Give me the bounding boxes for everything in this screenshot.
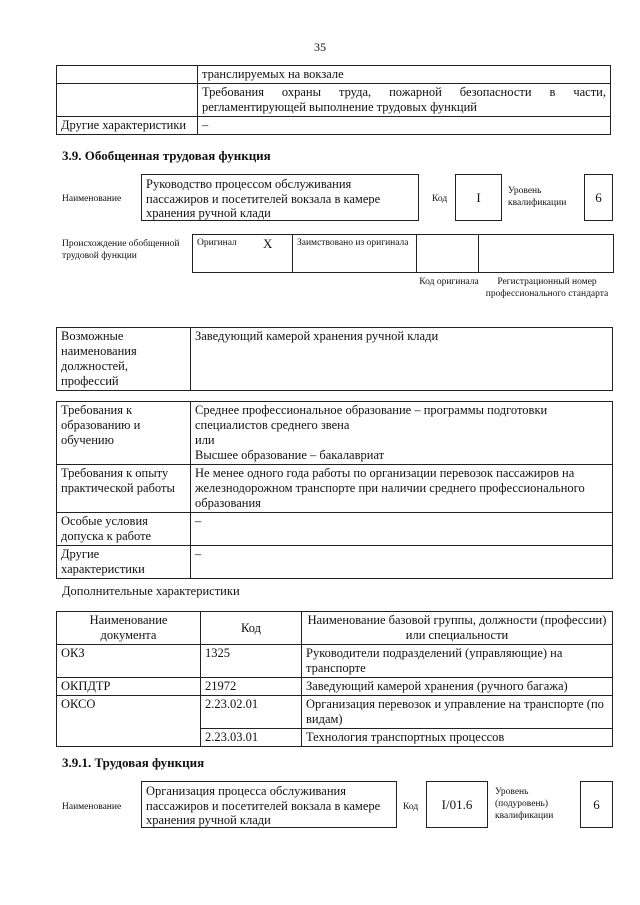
reg-number-cell: [479, 235, 614, 273]
table-cell: Другие характеристики: [57, 117, 198, 135]
table-cell: транслируемых на вокзале: [198, 66, 611, 84]
table-row: [193, 235, 614, 273]
table-row: [57, 465, 613, 513]
name-value: Руководство процессом обслуживания пассажиров и посетителей вокзала в камере хранения ручной клади: [146, 177, 381, 220]
table-row: [57, 84, 611, 117]
name-label: Наименование: [62, 802, 122, 812]
borrowed-cell: Заимствовано из оригинала: [293, 235, 417, 273]
name-cell: Организация перевозок и управление на транспорте (по видам): [302, 696, 613, 729]
section-heading: 3.9. Обобщенная трудовая функция: [62, 148, 271, 163]
origin-original-cell: [193, 235, 293, 273]
code-cell: 1325: [201, 645, 302, 678]
doc-cell: ОКЗ: [57, 645, 201, 678]
original-mark: X: [263, 236, 273, 251]
name-cell: Технология транспортных процессов: [302, 729, 613, 747]
edu-label: Требования к образованию и обучению: [57, 402, 191, 465]
exp-value: Не менее одного года работы по организации перевозок пассажиров на железнодорожном транспорте при наличии среднего профессионального образования: [191, 465, 613, 513]
name-cell: Руководители подразделений (управляющие) на транспорте: [302, 645, 613, 678]
original-code-cell: [417, 235, 479, 273]
exp-label: Требования к опыту практической работы: [57, 465, 191, 513]
code-box: [455, 174, 502, 221]
origin-label: Происхождение обобщенной трудовой функции: [62, 239, 180, 261]
table-header-row: [57, 612, 613, 645]
admission-value: –: [191, 513, 613, 546]
code-caption: Код оригинала: [419, 277, 479, 287]
code-value: I/01.6: [441, 796, 473, 812]
section-heading: 3.9.1. Трудовая функция: [62, 755, 205, 770]
table-row: [57, 66, 611, 84]
name-box: [141, 781, 397, 828]
edu-line: или: [195, 433, 215, 447]
doc-cell: ОКПДТР: [57, 678, 201, 696]
code-box: [426, 781, 488, 828]
table-cell: –: [198, 117, 611, 135]
other-label: Другие характеристики: [57, 546, 191, 579]
level-value: 6: [593, 796, 600, 812]
edu-line: Среднее профессиональное образование – программы подготовки специалистов среднего звена: [195, 403, 548, 432]
page-number: 35: [314, 40, 326, 54]
column-header: Наименование базовой группы, должности (профессии) или специальности: [302, 612, 613, 645]
edu-value: [191, 402, 613, 465]
code-label: Код: [403, 802, 419, 812]
table-row: [57, 117, 611, 135]
doc-cell: ОКСО: [57, 696, 201, 747]
level-label: Уровень (подуровень) квалификации: [495, 787, 554, 821]
table-row: [57, 645, 613, 678]
table-row: [57, 678, 613, 696]
table-cell: Требования охраны труда, пожарной безопасности в части, регламентирующей выполнение трудовых функций: [198, 84, 611, 117]
top-table: [56, 65, 611, 135]
requirements-table: [56, 401, 613, 579]
code-cell: 21972: [201, 678, 302, 696]
level-box: [584, 174, 613, 221]
code-value: I: [476, 189, 481, 205]
other-value: –: [191, 546, 613, 579]
name-box: [141, 174, 419, 221]
level-box: [580, 781, 613, 828]
original-label: Оригинал: [197, 238, 237, 248]
edu-line: Высшее образование – бакалавриат: [195, 448, 385, 462]
table-row: [57, 696, 613, 729]
code-cell: 2.23.02.01: [201, 696, 302, 729]
level-label: Уровень квалификации: [508, 186, 567, 208]
table-cell: [57, 84, 198, 117]
name-cell: Заведующий камерой хранения (ручного багажа): [302, 678, 613, 696]
table-cell: [57, 66, 198, 84]
name-label: Наименование: [62, 194, 122, 204]
origin-table: [192, 234, 614, 273]
positions-value: Заведующий камерой хранения ручной клади: [191, 328, 613, 391]
positions-label: Возможные наименования должностей, профессий: [57, 328, 191, 391]
table-row: [57, 513, 613, 546]
code-label: Код: [432, 194, 448, 204]
column-header: Код: [201, 612, 302, 645]
additional-heading: Дополнительные характеристики: [62, 584, 240, 598]
level-value: 6: [595, 189, 602, 205]
table-row: [57, 328, 613, 391]
table-row: [57, 402, 613, 465]
column-header: Наименование документа: [57, 612, 201, 645]
reg-caption: Регистрационный номер профессионального стандарта: [485, 277, 609, 299]
admission-label: Особые условия допуска к работе: [57, 513, 191, 546]
additional-table: [56, 611, 613, 747]
code-cell: 2.23.03.01: [201, 729, 302, 747]
name-value: Организация процесса обслуживания пассажиров и посетителей вокзала в камере хранения ручной клади: [146, 784, 381, 827]
table-row: [57, 546, 613, 579]
positions-table: [56, 327, 613, 391]
